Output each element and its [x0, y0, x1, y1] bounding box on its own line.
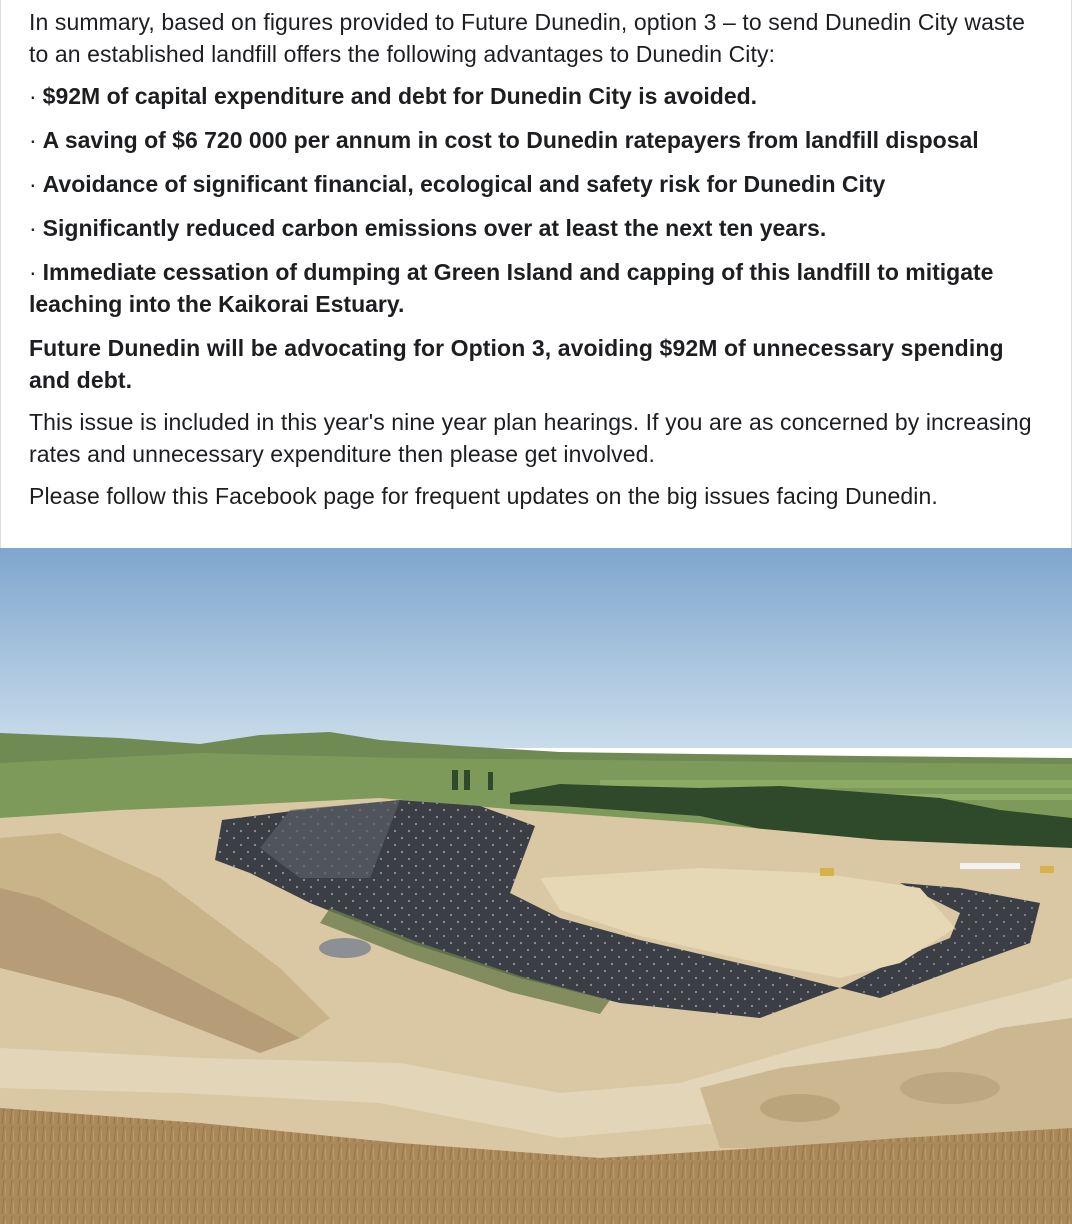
rock [900, 1072, 1000, 1104]
bullet-icon: · [29, 83, 37, 109]
hearings-note: This issue is included in this year's nine year plan hearings. If you are as concerned by increasing rates and unnecessary expenditure then please get involved. [29, 409, 1032, 467]
excavator [820, 868, 834, 876]
advantage-item [29, 168, 1043, 200]
advantage-item [29, 256, 1043, 320]
poplar-tree [464, 770, 470, 790]
truck [1040, 866, 1054, 873]
landfill-photo[interactable] [0, 548, 1072, 1224]
bullet-icon: · [29, 127, 37, 153]
bullet-icon: · [29, 171, 37, 197]
advantage-text: Immediate cessation of dumping at Green Island and capping of this landfill to mitigate leaching into the Kaikorai Estuary. [29, 259, 994, 317]
advantage-item [29, 212, 1043, 244]
field-strip [600, 780, 1072, 788]
rock [760, 1094, 840, 1122]
bullet-icon: · [29, 215, 37, 241]
advantage-text: A saving of $6 720 000 per annum in cost to Dunedin ratepayers from landfill disposal [42, 127, 979, 153]
sky [0, 548, 1072, 748]
post-intro: In summary, based on figures provided to Future Dunedin, option 3 – to send Dunedin City waste to an established landfill offers the following advantages to Dunedin City: [29, 9, 1025, 67]
advocacy-statement: Future Dunedin will be advocating for Option 3, avoiding $92M of unnecessary spending and debt. [29, 335, 1004, 393]
advantage-item [29, 80, 1043, 112]
advantage-text: Significantly reduced carbon emissions over at least the next ten years. [42, 215, 827, 241]
poplar-tree [452, 770, 458, 790]
gravel-pile [319, 938, 371, 958]
advantage-item [29, 124, 1043, 156]
bullet-icon: · [29, 259, 37, 285]
post-text-block [0, 0, 1072, 548]
poplar-tree [488, 772, 493, 790]
advantage-text: Avoidance of significant financial, ecological and safety risk for Dunedin City [42, 171, 886, 197]
site-building [960, 863, 1020, 869]
advantage-text: $92M of capital expenditure and debt for Dunedin City is avoided. [42, 83, 758, 109]
advantages-list [29, 80, 1043, 320]
follow-request: Please follow this Facebook page for frequent updates on the big issues facing Dunedin. [29, 483, 938, 509]
